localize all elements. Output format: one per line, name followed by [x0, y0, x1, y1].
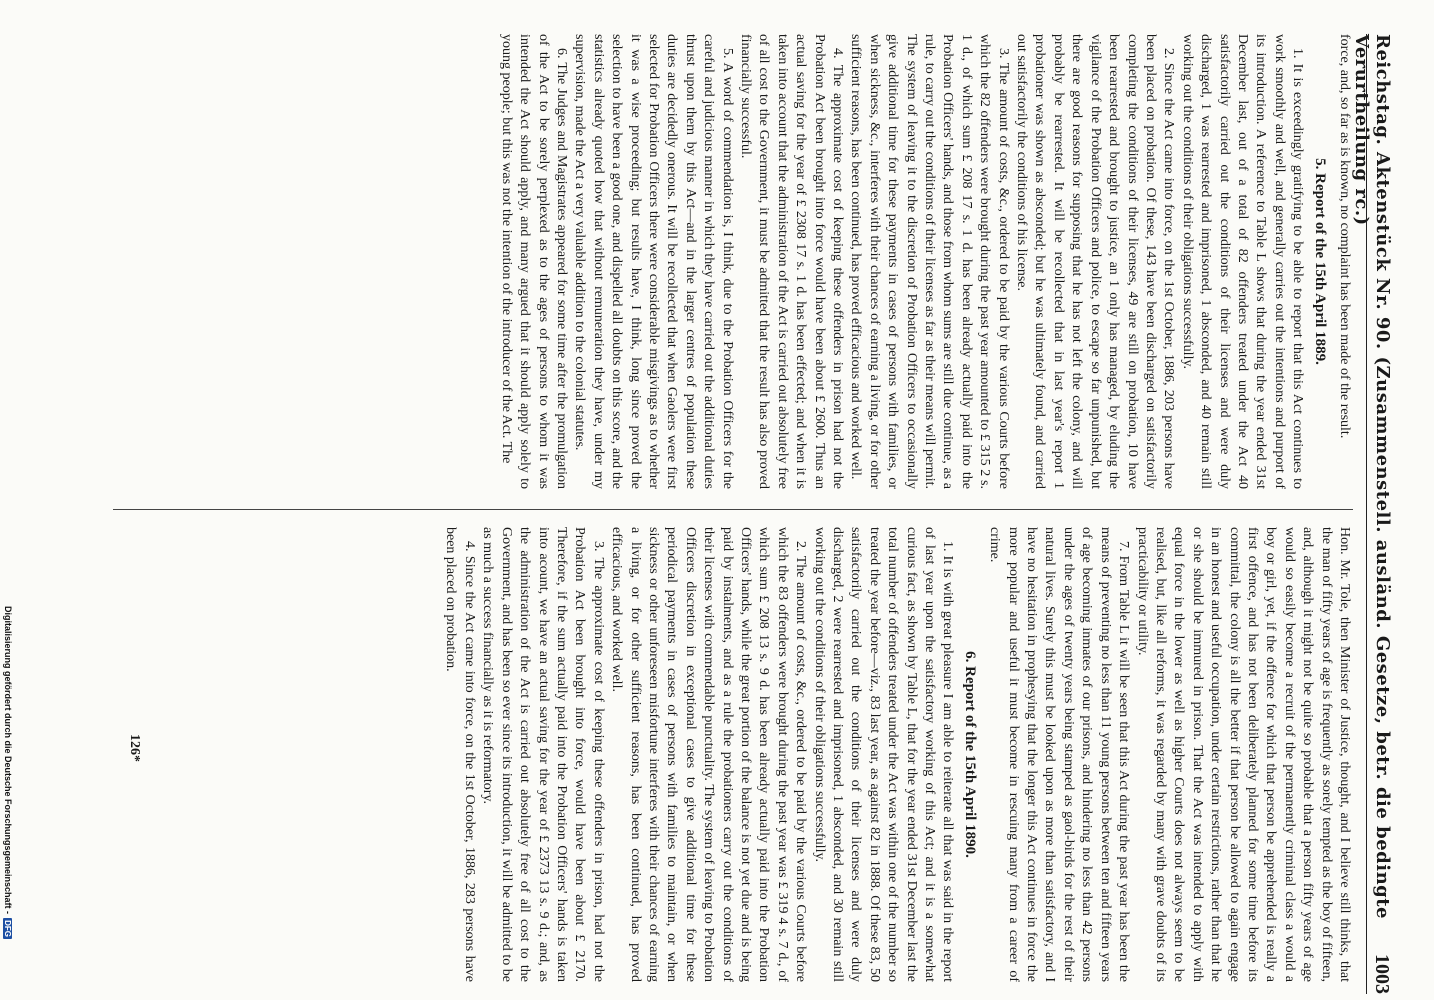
section-heading: 5. Report of the 15th April 1889. — [1311, 158, 1328, 365]
running-title: Reichstag. Aktenstück Nr. 90. (Zusammenstell. ausländ. Gesetze, betr. die bedingte Verurtheilung rc.) — [1351, 34, 1393, 920]
paragraph: 5. A word of commendation is, I think, due to the Probation Officers for the careful and judicious manner in which they have carried out the additional duties thrust upon them by this Act—and in the larger centres of population these duties are decidedly onerous. It will be recollected that when Gaolers were first selected for Probation Officers there were considerable misgivings as to whether it was a wise proceeding; but results have, I think, long since proved the selection to have been a good one, and dispelled all doubts on this score, and the statistics already quoted how that without remuneration they have, under my supervision, made the Act a very valuable addition to the colonial statutes. — [572, 34, 735, 489]
section-heading: 6. Report of the 15th April 1890. — [961, 651, 978, 858]
left-column — [113, 34, 1353, 489]
paragraph: force, and, so far as is known, no complaint has been made of the result. — [1337, 34, 1352, 439]
paragraph: Hon. Mr. Tole, then Minister of Justice, thought, and I believe still thinks, that the man of fifty years of age is frequently as sorely tempted as the boy of fifteen, and, although it might not be quite so probable that a person fifty years of age would so easily become a recruit of the permanently criminal class a would a boy or girl, yet, if the offence for which that person be apprehended is really a first offence, and has not been deliberately planned for some time before its committal, the colony is all the better if that person be allowed to again engage in an honest and useful occupation, under certain restrictions, rather than that he or she should be immured in prison. That the Act was intended to apply with equal force in the lower as well as higher Courts does not always seem to be realised, but, like all reforms, it was regarded by many with grave doubts of its practicability or utility. — [1134, 527, 1352, 982]
header-rule — [1366, 34, 1367, 994]
paragraph: 7. From Table L it will be seen that this Act during the past year has been the means of preventing no less than 11 young persons between ten and fifteen years of age becoming inmates of our prisons, and hindering no less than 42 persons under the ages of twenty years being stamped as gaol-birds for the rest of their natural lives. Surely this must be looked upon as more than satisfactory, and I have no hesitation in prophesying that the longer this Act continues in force the more popular and useful it must become in rescuing many from a career of crime. — [987, 527, 1132, 982]
paragraph: 2. The amount of costs, &c., ordered to be paid by the various Courts before which the 83 offenders were brought during the past year was £ 319 4 s. 7 d., of which sum £ 208 13 s. 9 d. has been already actually paid into the Probation Officers' hands, while the great portion of the balance is not yet due and is being paid by instalments, and as a rule the probationers carry out the conditions of their licenses with commendable punctuality. The system of leaving to Probation Officers discretion in exceptional cases to give additional time for these periodical payments in cases of persons with families to maintain, or when sickness or other unforeseen misfortune interferes with their chances of earning a living, or for other sufficient reasons, has been continued, has proved efficacious, and worked well. — [609, 527, 809, 982]
dfg-logo: DFG — [3, 920, 12, 937]
paragraph: 2. Since the Act came into force, on the 1st October, 1886, 203 persons have been placed on probation. Of these, 143 have been discharged on satisfactorily completing the conditions of their licenses, 49 are still on probation, 10 have been rearrested and brought to justice, an 1 only has managed, by eluding the vigilance of the Probation Officers and police, to escape so far unpunished, but there are good reasons for supposing that he has not left the colony, and will probably be rearrested. It will be recollected that in last year's report 1 probationer was shown as absconded; but he was ultimately found, and carried out satisfactorily the conditions of his license. — [1014, 34, 1177, 489]
page-header — [1351, 34, 1397, 994]
rotated-sheet — [97, 34, 1397, 994]
paragraph: 3. The amount of costs, &c., ordered to be paid by the various Courts before which the 82 offenders were brought during the past year amounted to £ 315 2 s. 1 d., of which sum £ 208 17 s. 1 d. has been already actually paid into the Probation Officers' hands, and those from whom sums are still due continue, as a rule, to carry out the conditions of their licenses as far as their means will permit. The system of leaving it to the discretion of Probation Officers to occasionally give additional time for these payments in cases of persons with families, or when sickness, &c., interferes with their chances of earning a living, or for other sufficient reasons, has been continued, has proved efficacious and worked well. — [848, 34, 1011, 489]
paragraph: 3. The approximate cost of keeping these offenders in prison, had not the Probation Act been brought into force, would have been about £ 2170. Therefore, if the sum actually paid into the Probation Officers' hands is taken into acount, we have an actual saving for the year of £ 2373 13 s. 9 d.; and, as the administration of the Act is carried out absolutely free of all cost to the Government, and has been so ever since its introduction, it will be admitted to be as much a success financially as it is reformatory. — [480, 527, 606, 982]
credit-text: Digitalisierung gefördert durch die Deutsche Forschungsgemeinschaft - — [3, 606, 13, 915]
right-column — [113, 527, 1353, 982]
paragraph: 6. The Judges and Magistrates appeared for some time after the promulgation of the Act to be sorely perplexed as to the ages of persons to whom it was intended the Act should apply, and many argued that it should apply solely to young people; but this was not the intention of the introducer of the Act. The — [498, 34, 569, 489]
paragraph: 1. It is exceedingly gratifying to be able to report that this Act continues to work smoothly and well, and generally carries out the intentions and purport of its introduction. A reference to Table L shows that during the year ended 31st December last, out of a total of 82 offenders treated under the Act 40 satisfactorily carried out the conditions of their licenses and were duly discharged, 1 was rearrested and imprisoned, 1 absconded, and 40 remain still working out the conditions of their obligations successfully. — [1179, 34, 1306, 489]
column-divider — [113, 509, 1353, 510]
paragraph: 4. Since the Act came into force, on the 1st October, 1886, 283 persons have been placed on probation. — [443, 527, 477, 982]
paragraph: 4. The approximate cost of keeping these offenders in prison had not the Probation Act been brought into force would have been about £ 2600. Thus an actual saving for the year of £ 2308 17 s. 1 d. has been effected; and when it is taken into account that the administration of the Act is carried out absolutely free of all cost to the Government, it must be admitted that the result has also proved financially successful. — [738, 34, 846, 489]
paragraph: 1. It is with great pleasure I am able to reiterate all that was said in the report of last year upon the satisfactory working of this Act; and it is a somewhat curious fact, as shown by Table L, that for the year ended 31st December last the total number of offenders treated under the Act was within one of the number so treated the year before—viz., 83 last year, as against 82 in 1888. Of these 83, 50 satisfactorily carried out the conditions of their licenses and were duly discharged, 2 were rearrested and imprisoned, 1 absconded, and 30 remain still working out the conditions of their obligations successfully. — [811, 527, 956, 982]
sheet-signature: 126* — [127, 734, 142, 762]
digitization-credit — [0, 0, 16, 1000]
page-number: 1003 — [1371, 954, 1393, 994]
